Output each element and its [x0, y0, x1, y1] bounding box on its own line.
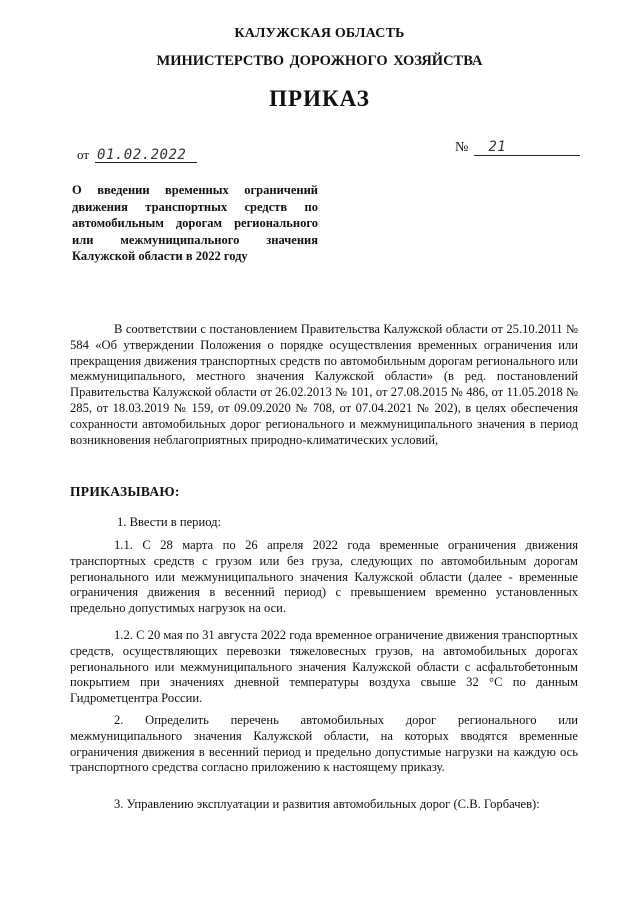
- clause-1-2: 1.2. С 20 мая по 31 августа 2022 года временное ограничение движения транспортных средств, осуществляющих перевозки тяжеловесных грузов, на автомобильных дорогах регионального или межмуниципального значения Калужской области с асфальтобетонным покрытием при значениях дневной температуры воздуха свыше 32 °С по данным Гидрометцентра России.: [70, 628, 578, 706]
- order-directive: ПРИКАЗЫВАЮ:: [70, 484, 180, 499]
- date-value: 01.02.2022: [95, 148, 197, 163]
- ministry-heading: МИНИСТЕРСТВО ДОРОЖНОГО ХОЗЯЙСТВА: [156, 53, 483, 69]
- number-field: [455, 140, 580, 156]
- clause-3: 3. Управлению эксплуатации и развития автомобильных дорог (С.В. Горбачев):: [114, 797, 540, 811]
- number-value: 21: [474, 140, 580, 156]
- clause-1-1: 1.1. С 28 марта по 26 апреля 2022 года временные ограничения движения транспортных средств с грузом или без груза, следующих по автомобильным дорогам регионального или межмуниципального значения Калужской области (далее - временные ограничения движения в весенний период) с превышением временно установленных предельно допустимых нагрузок на оси.: [70, 538, 578, 616]
- number-prefix: №: [455, 140, 469, 155]
- date-field: [77, 147, 197, 163]
- region-heading: КАЛУЖСКАЯ ОБЛАСТЬ: [234, 26, 405, 41]
- preamble-paragraph: В соответствии с постановлением Правительства Калужской области от 25.10.2011 № 584 «Об утверждении Положения о порядке осуществления временных ограничения или прекращения движения транспортных средств по автомобильным дорогам регионального или межмуниципального, местного значения Калужской области» (в ред. постановлений Правительства Калужской области от 26.02.2013 № 101, от 27.08.2015 № 486, от 11.05.2018 № 285, от 18.03.2019 № 159, от 09.09.2020 № 708, от 07.04.2021 № 202), в целях обеспечения сохранности автомобильных дорог регионального и межмуниципального значения в период возникновения неблагоприятных природно-климатических условий,: [70, 322, 578, 447]
- subject-heading: О введении временных ограничений движения транспортных средств по автомобильным дорогам регионального или межмуниципального значения Калужской области в 2022 году: [72, 183, 318, 263]
- date-prefix: от: [77, 147, 90, 162]
- clause-1: 1. Ввести в период:: [117, 515, 222, 529]
- document-title: ПРИКАЗ: [269, 86, 370, 111]
- clause-2: 2. Определить перечень автомобильных дорог регионального или межмуниципального значения Калужской области, на которых вводятся временные ограничения движения в весенний период и предельно допустимые нагрузки на каждую ось транспортного средства согласно приложению к настоящему приказу.: [70, 713, 578, 775]
